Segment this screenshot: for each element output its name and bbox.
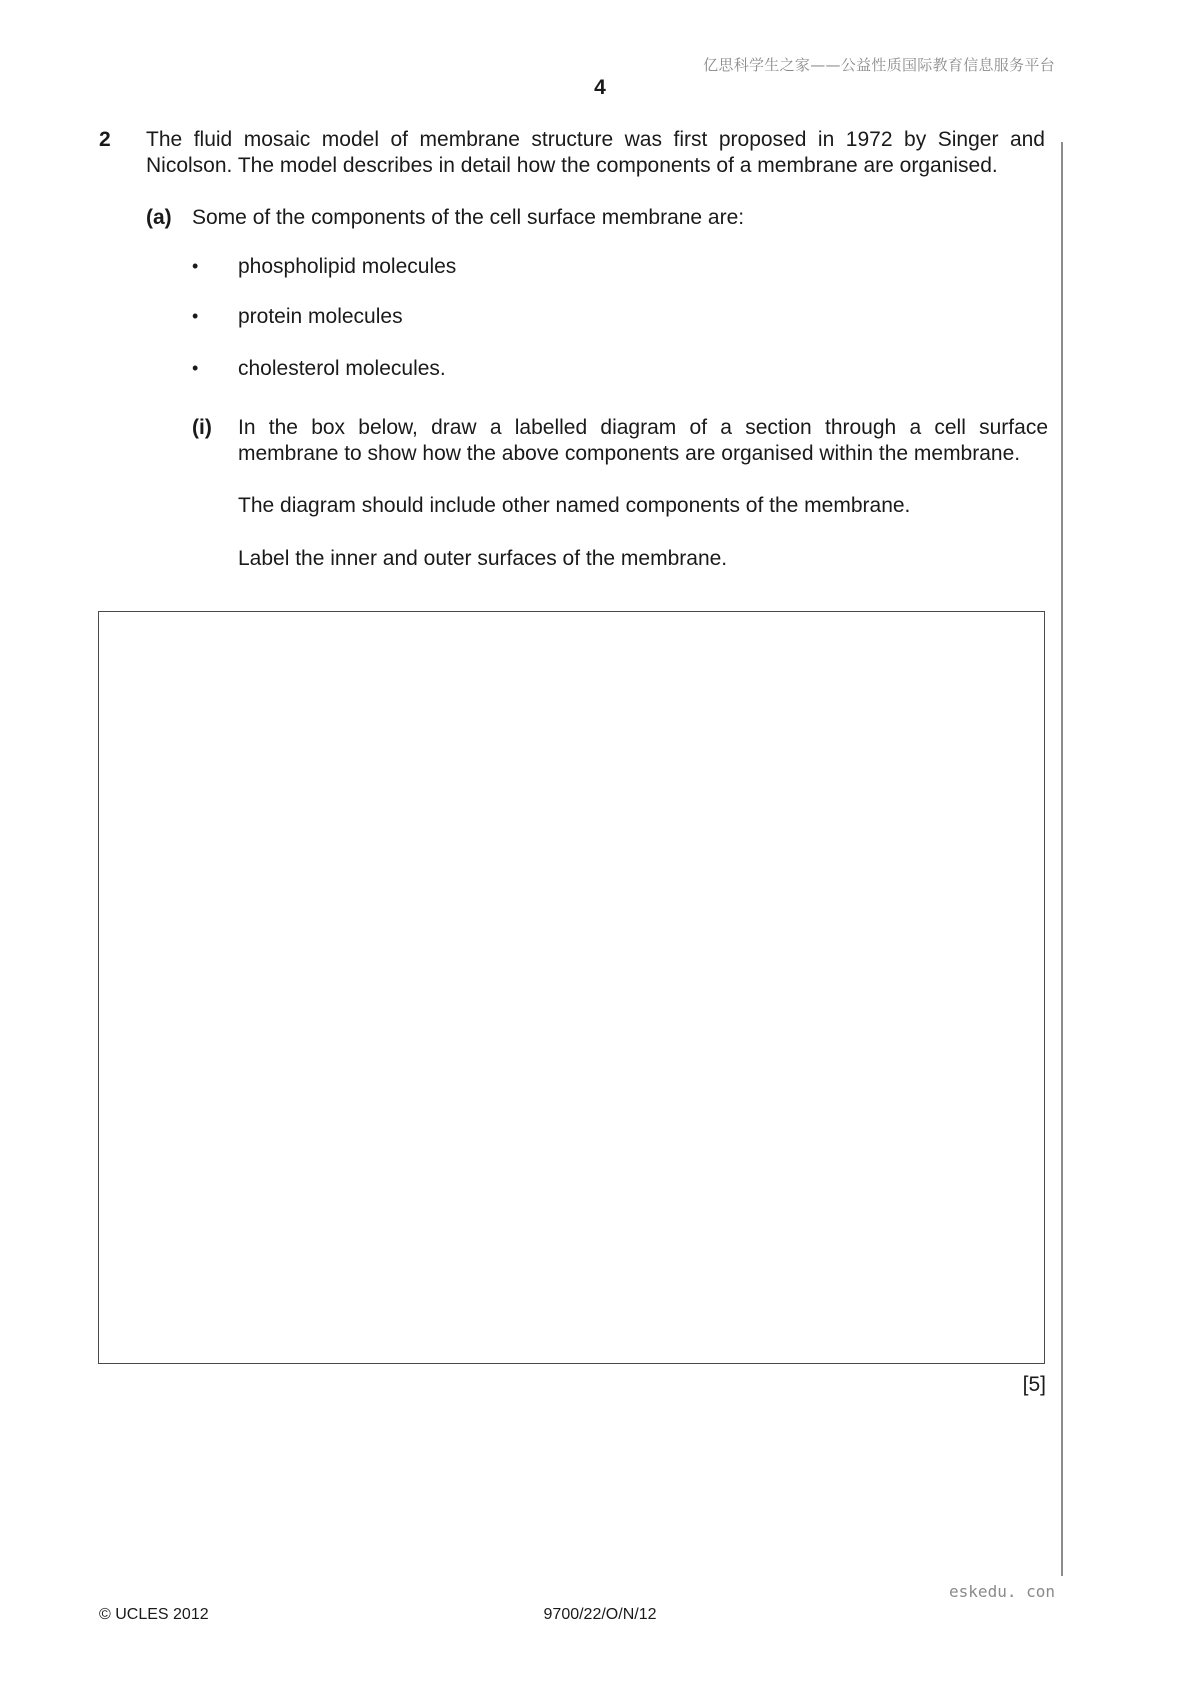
instruction-surfaces: Label the inner and outer surfaces of the membrane.: [238, 547, 728, 570]
footer-copyright: © UCLES 2012: [99, 1606, 209, 1623]
footer-watermark: eskedu. con: [949, 1582, 1055, 1601]
footer-paper-code: 9700/22/O/N/12: [543, 1606, 657, 1623]
question-stem: The fluid mosaic model of membrane structure was first proposed in 1972 by Singer and Nicolson. The model describes in detail how the components of a membrane are organised.: [146, 128, 1045, 177]
bullet-marker: •: [192, 358, 199, 378]
question-number: 2: [99, 128, 111, 151]
sub-question-label: (i): [192, 416, 212, 439]
marks-label: [5]: [1022, 1373, 1046, 1396]
bullet-marker: •: [192, 256, 199, 276]
instruction-components: The diagram should include other named components of the membrane.: [238, 494, 911, 517]
bullet-item: phospholipid molecules: [238, 255, 457, 278]
bullet-marker: •: [192, 306, 199, 326]
bullet-item: protein molecules: [238, 305, 403, 328]
header-watermark: 亿思科学生之家——公益性质国际教育信息服务平台: [703, 56, 1055, 74]
bullet-item: cholesterol molecules.: [238, 357, 446, 380]
page-number: 4: [594, 76, 606, 99]
sub-question-instruction: In the box below, draw a labelled diagram of a section through a cell surface membrane to show how the above components are organised within the membrane.: [238, 416, 1048, 465]
part-a-intro: Some of the components of the cell surface membrane are:: [192, 206, 745, 229]
right-margin-line: [1061, 142, 1063, 1576]
part-a-label: (a): [146, 206, 172, 229]
drawing-answer-box[interactable]: [98, 611, 1045, 1364]
